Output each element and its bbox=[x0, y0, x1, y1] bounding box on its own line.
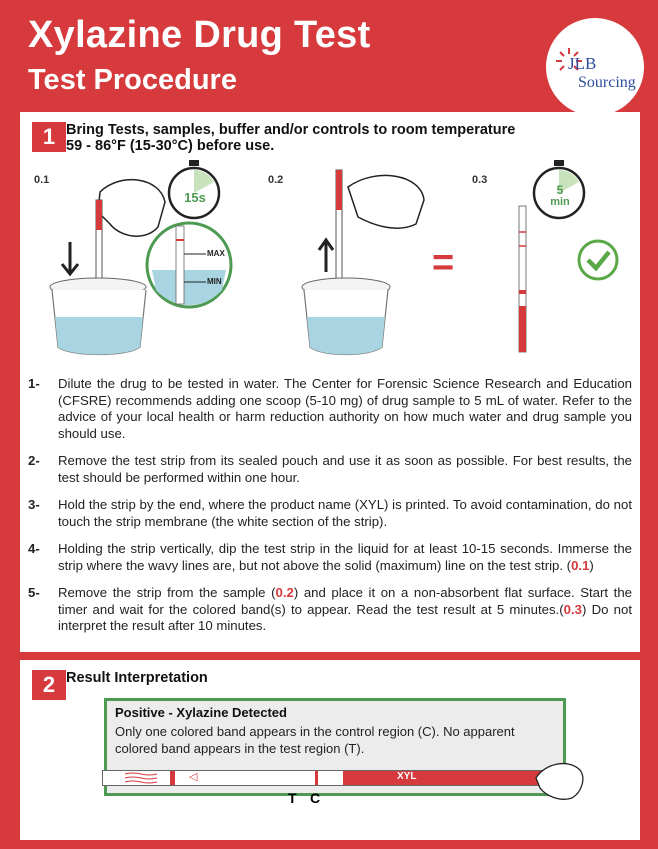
equals-sign: = bbox=[432, 242, 455, 284]
hand-holding-strip-icon bbox=[532, 756, 588, 804]
item-number: 4- bbox=[28, 541, 40, 556]
item-text: Dilute the drug to be tested in water. The Center for Forensic Science Research and Education (CFSRE) recommends adding one scoop (5-10 mg) of drug sample to 5 mL of water. Refer to the advice of your local health or harm reduction authority on how much water and drug sample you should use. bbox=[58, 376, 632, 441]
figure-ref: 0.2 bbox=[275, 585, 294, 600]
item-number: 5- bbox=[28, 585, 40, 600]
instructions-list bbox=[28, 376, 632, 646]
item-text-part: Holding the strip vertically, dip the test strip in the liquid for at least 10-15 seconds. Immerse the strip where the wavy lines are, but not above the solid (maximum) line on the test strip. ( bbox=[58, 541, 632, 573]
step1-panel bbox=[20, 112, 640, 652]
figure-label-0-2: 0.2 bbox=[268, 174, 284, 186]
step2-title: Result Interpretation bbox=[66, 670, 208, 686]
test-strip-result bbox=[516, 204, 530, 354]
timer-15s-label: 15s bbox=[184, 190, 206, 205]
figure-label-0-1: 0.1 bbox=[34, 174, 50, 186]
logo-text-jlb: JLB bbox=[568, 54, 597, 73]
item-text-part: ) and place it on a non-absorbent flat surface. Start the timer and wait for the colored band(s) to appear. Read the test result at 5 minutes.( bbox=[58, 585, 632, 617]
min-label: MIN bbox=[207, 277, 222, 286]
list-item bbox=[28, 453, 632, 486]
test-region-label: T bbox=[288, 790, 297, 806]
control-region-label: C bbox=[310, 790, 321, 806]
page-subtitle: Test Procedure bbox=[28, 64, 237, 96]
item-text: Hold the strip by the end, where the product name (XYL) is printed. To avoid contamination, do not touch the strip membrane (the white section of the strip). bbox=[58, 497, 632, 529]
arrow-up-icon bbox=[319, 240, 333, 272]
item-text-part: ) bbox=[589, 557, 594, 573]
list-item bbox=[28, 585, 632, 635]
list-item bbox=[28, 541, 632, 574]
item-number: 3- bbox=[28, 497, 40, 512]
zoom-water-level-icon bbox=[144, 220, 234, 310]
arrow-down-icon bbox=[62, 242, 78, 274]
max-label: MAX bbox=[207, 249, 225, 258]
item-text-part: Remove the strip from the sample ( bbox=[58, 585, 276, 600]
item-number: 1- bbox=[28, 376, 40, 391]
list-item bbox=[28, 376, 632, 442]
remove-strip-illustration bbox=[286, 162, 446, 362]
item-text: Remove the test strip from its sealed pouch and use it as soon as possible. For best results, the test should be performed within one hour. bbox=[58, 453, 632, 485]
jlb-sourcing-logo bbox=[546, 18, 644, 116]
item-number: 2- bbox=[28, 453, 40, 468]
figure-ref: 0.3 bbox=[563, 601, 582, 617]
timer-5min-number: 5 bbox=[556, 183, 564, 197]
step1-title-line2: 59 - 86°F (15-30°C) before use. bbox=[66, 138, 275, 154]
logo-text-sourcing: Sourcing bbox=[578, 74, 636, 91]
page-title: Xylazine Drug Test bbox=[28, 14, 371, 56]
figure-label-0-3: 0.3 bbox=[472, 174, 488, 186]
result-heading: Positive - Xylazine Detected bbox=[115, 705, 287, 720]
strip-arrow-icon: ◁ bbox=[189, 771, 198, 783]
strip-xyl-label: XYL bbox=[397, 771, 417, 782]
result-description: Only one colored band appears in the control region (C). No apparent colored band appears in the test region (T). bbox=[115, 724, 515, 756]
timer-icon bbox=[165, 158, 223, 220]
strip-graphic bbox=[103, 771, 543, 785]
item-text bbox=[58, 541, 632, 574]
step2-panel bbox=[20, 660, 640, 840]
timer-5min-unit: min bbox=[550, 196, 570, 208]
step2-number: 2 bbox=[32, 670, 66, 700]
item-text bbox=[58, 585, 632, 635]
item-text-part: ) Do not interpret the result after 10 minutes. bbox=[58, 601, 632, 633]
step1-title-line1: Bring Tests, samples, buffer and/or controls to room temperature bbox=[66, 122, 516, 138]
list-item bbox=[28, 497, 632, 530]
step1-number: 1 bbox=[32, 122, 66, 152]
checkmark-icon bbox=[576, 238, 620, 282]
figure-ref: 0.1 bbox=[571, 557, 590, 573]
result-strip bbox=[102, 770, 544, 786]
